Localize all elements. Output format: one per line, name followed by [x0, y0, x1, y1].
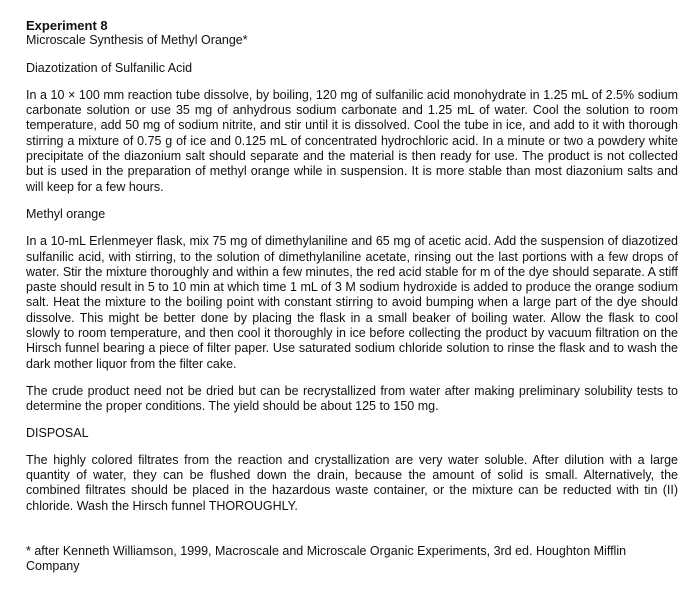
section-heading-methyl-orange: Methyl orange: [26, 206, 106, 221]
section-heading-diazotization: Diazotization of Sulfanilic Acid: [26, 60, 193, 75]
citation-footnote: * after Kenneth Williamson, 1999, Macroscale and Microscale Organic Experiments, 3rd ed. Houghton Mifflin Company: [26, 544, 627, 574]
methyl-orange-paragraph: In a 10-mL Erlenmeyer flask, mix 75 mg of dimethylaniline and 65 mg of acetic acid. Add the suspension of diazotized sulfanilic acid, with stirring, to the solution of dimethylaniline acetate, rinsing out the last portions with a few drops of water. Stir the mixture thoroughly and within a few minutes, the red acid stable for m of the dye should separate. A stiff paste should result in 5 to 10 min at which time 1 mL of 3 M sodium hydroxide is added to produce the orange sodium salt. Heat the mixture to the boiling point with constant stirring to avoid bumping when a large part of the dye should dissolve. This might be better done by placing the flask in a small beaker of boiling water. Allow the flask to cool slowly to room temperature, and then cool it thoroughly in ice before collecting the product by vacuum filtration on the Hirsch funnel bearing a piece of filter paper. Use saturated sodium chloride solution to rinse the flask and to wash the dark mother liquor from the filter cake.: [26, 234, 678, 371]
recrystallization-paragraph: The crude product need not be dried but can be recrystallized from water after making preliminary solubility tests to determine the proper conditions. The yield should be about 125 to 150 mg.: [26, 383, 678, 414]
diazotization-paragraph: In a 10 × 100 mm reaction tube dissolve, by boiling, 120 mg of sulfanilic acid monohydrate in 1.25 mL of 2.5% sodium carbonate solution or use 35 mg of anhydrous sodium carbonate and 1.25 mL of water. Cool the solution to room temperature, add 50 mg of sodium nitrite, and stir until it is dissolved. Cool the tube in ice, and add to it with thorough stirring a mixture of 0.75 g of ice and 0.125 mL of concentrated hydrochloric acid. In a minute or two a powdery white precipitate of the diazonium salt should separate and the material is then ready for use. The product is not collected but is used in the preparation of methyl orange while in suspension. It is more stable than most diazonium salts and will keep for a few hours.: [26, 87, 678, 194]
experiment-subtitle: Microscale Synthesis of Methyl Orange*: [26, 33, 248, 48]
section-heading-disposal: DISPOSAL: [26, 425, 89, 440]
disposal-paragraph: The highly colored filtrates from the reaction and crystallization are very water soluble. After dilution with a large quantity of water, they can be flushed down the drain, because the amount of solid is small. Alternatively, the combined filtrates should be placed in the hazardous waste container, or the mixture can be reducted with tin (II) chloride. Wash the Hirsch funnel THOROUGHLY.: [26, 452, 678, 513]
experiment-title: Experiment 8: [26, 18, 108, 33]
